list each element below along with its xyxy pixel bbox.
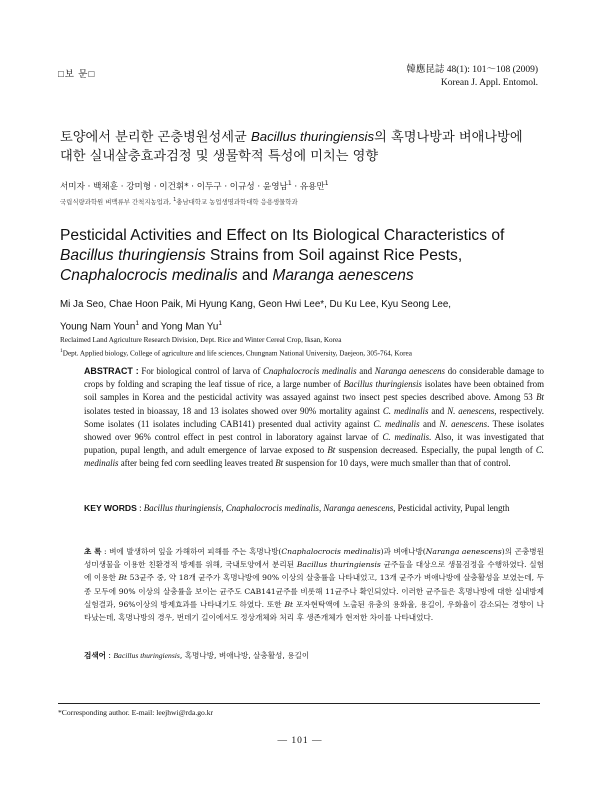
title-text: 의 혹명나방과 벼애나방에: [374, 130, 523, 145]
abstract-text: : 벼에 발생하여 잎을 가해하여 피해를 주는 혹명나방(: [101, 547, 282, 556]
species-name: C. medinalis: [382, 432, 430, 443]
species-name: Bacillus thuringiensis: [60, 247, 206, 264]
corresponding-author-note: *Corresponding author. E-mail: leejhwi@rda.go.kr: [58, 708, 214, 717]
abstract-text: and: [419, 418, 440, 429]
affil-mark: 1: [173, 197, 177, 203]
english-title-line3: [60, 266, 550, 286]
title-text: Strains from Soil against Rice Pests,: [205, 247, 463, 264]
species-name: Naranga aenescens: [425, 547, 502, 556]
english-authors: [60, 295, 540, 336]
footnote-divider: [58, 703, 540, 704]
authors-line2: [60, 314, 540, 336]
abstract-text: . Also, it was investigated that pupation, pupal length, and adult emergence of larvae exposed to: [84, 432, 545, 456]
journal-name-english: Korean J. Appl. Entomol.: [440, 78, 538, 88]
korean-authors: [60, 180, 329, 192]
journal-citation: [406, 64, 538, 90]
abstract-text: . These isolates showed over 96% control effect in pest control in laboratory against larvae of: [84, 418, 544, 443]
species-name: Bt: [284, 599, 294, 609]
species-name: C. medinalis: [84, 445, 544, 469]
species-name: Bt: [327, 445, 336, 456]
korean-title-line2: 대한 실내살충효과검정 및 생물학적 특성에 미치는 영향: [60, 149, 379, 164]
keyword-sep: ,: [221, 503, 226, 513]
abstract-text: isolates tested in bioassay, 18 and 13 isolates showed over 90% mortality against: [84, 405, 383, 416]
korean-abstract-label: 초 록: [84, 547, 102, 556]
authors-text: Young Nam Youn: [60, 321, 136, 333]
keywords-label: KEY WORDS: [84, 503, 137, 513]
affil-text: Dept. Applied biology, College of agriculture and life sciences, Chungnam National University, Daejeon, 305-764, Korea: [62, 348, 412, 357]
english-title: [60, 226, 550, 286]
abstract-text: 포자현탁액에 노출된 유충의 용화율, 용길이, 우화율이 감소되는 경향이 나타났는데, 혹명나방의 경우, 번데기 길이에서도 정상개체와 처리 후 생존개체가 현저한 차이를 나타내었다.: [84, 599, 544, 623]
affil-text: 충남대학교 농업생명과학대학 응용생물학과: [176, 198, 298, 207]
affil-mark: 1: [60, 347, 63, 354]
authors-line1: Mi Ja Seo, Chae Hoon Paik, Mi Hyung Kang, Geon Hwi Lee*, Du Ku Lee, Kyu Seong Lee,: [60, 299, 452, 310]
abstract-text: suspension for 10 days, were much smaller than that of control.: [283, 458, 511, 469]
species-name: Bacillus thuringiensis: [250, 129, 375, 144]
keyword-sep: ,: [318, 503, 324, 513]
species-name: Cnaphalocrocis medinalis: [281, 547, 381, 556]
abstract-text: after being fed corn seedling leaves treated: [118, 458, 276, 469]
species-name: N. aenescens: [439, 418, 488, 429]
english-title-line1: Pesticidal Activities and Effect on Its Biological Characteristics of: [60, 227, 505, 244]
species-name: C. medinalis: [382, 405, 429, 416]
species-name: Cnaphalocrocis medinalis: [263, 366, 357, 376]
species-name: Bacillus thuringiensis: [343, 379, 422, 390]
korean-affiliation: [60, 197, 298, 206]
korean-abstract: [84, 545, 544, 624]
species-name: Bt: [118, 573, 128, 583]
abstract-text: For biological control of larva of: [138, 366, 263, 376]
keyword: , 혹명나방, 벼애나방, 살충활성, 용길이: [179, 651, 310, 660]
abstract: [84, 365, 544, 471]
keyword: Bacillus thuringiensis: [143, 503, 222, 513]
authors-text: 서미자 · 백채훈 · 강미형 · 이건휘* · 이두구 · 이규성 · 윤영남: [60, 182, 288, 192]
species-name: Bt: [275, 458, 284, 469]
species-name: Bacillus thuringiensis: [296, 560, 381, 570]
abstract-text: and: [428, 405, 448, 416]
english-affiliation: [60, 335, 550, 358]
abstract-text: suspension decreased. Especially, the pupal length of: [335, 445, 536, 456]
keyword: , Pesticidal activity, Pupal length: [393, 503, 510, 513]
article-type-label: □보 문□: [58, 70, 96, 80]
keywords-separator: :: [106, 651, 114, 660]
abstract-text: isolates have been obtained from soil samples in Korea and the pesticidal activity was assayed against two insect pest species described above. Among 53: [84, 379, 545, 403]
affil-mark: 1: [287, 180, 292, 188]
korean-keywords-label: 검색어: [84, 651, 107, 660]
page-number: — 101 —: [277, 736, 323, 746]
journal-citation-korean: 韓應昆誌 48(1): 101～108 (2009): [406, 65, 538, 75]
abstract-text: )과 벼애나방(: [380, 547, 426, 556]
affil-mark: 1: [135, 320, 139, 327]
abstract-text: 53균주 중, 약 18개 균주가 혹명나방에 90% 이상의 살충률을 나타내었고, 13개 균주가 벼애나방에 살충활성을 보였는데, 두 종 모두에 90% 이상의 살충률을 보이는 균주도 CAB141균주를 비롯해 11균주나 확인되었다. 이러한 균주들은 혹명나방에 대한 실내방제실험결과, 96%이상의 방제효과를 나타내기도 하였다. 또한: [84, 573, 544, 609]
title-text: 토양에서 분리한 곤충병원성세균: [60, 130, 251, 145]
abstract-text: do considerable damage to crops by folding and scraping the leaf tissue of rice, a large number of: [84, 366, 544, 390]
abstract-text: 균주들을 대상으로 생물검정을 수행하였다. 실험에 이용한: [84, 560, 544, 583]
korean-keywords: [84, 650, 544, 661]
species-name: Maranga aenescens: [272, 267, 414, 284]
abstract-text: )의 곤충병원성미생물을 이용한 친환경적 방제를 위해, 국내토양에서 분리된: [84, 547, 544, 570]
keywords: [84, 502, 544, 515]
keywords-separator: :: [136, 503, 144, 513]
species-name: Naranga aenescens: [374, 366, 446, 376]
affil-mark: 1: [324, 180, 329, 188]
authors-text: and Yong Man Yu: [139, 321, 219, 333]
keyword: Bacillus thuringiensis: [113, 651, 180, 660]
keyword: Cnaphalocrocis medinalis: [225, 503, 319, 513]
species-name: N. aenescens: [447, 405, 495, 416]
english-title-line2: [60, 246, 550, 266]
abstract-text: and: [356, 366, 375, 376]
keyword: Naranga aenescens: [323, 503, 394, 513]
abstract-label: ABSTRACT :: [84, 366, 139, 376]
affil-text: 국립식량과학원 벼맥류부 간척지농업과,: [60, 198, 174, 207]
korean-title-line1: [60, 127, 550, 147]
title-text: and: [237, 267, 273, 284]
species-name: Cnaphalocrocis medinalis: [60, 267, 238, 284]
species-name: C. medinalis: [373, 418, 420, 429]
species-name: Bt: [536, 392, 544, 403]
authors-text: · 유용만: [291, 182, 325, 192]
affil-line1: Reclaimed Land Agriculture Research Division, Dept. Rice and Winter Cereal Crop, Iksan, Korea: [60, 336, 342, 344]
keywords-list: [144, 502, 512, 515]
affil-mark: 1: [218, 320, 222, 327]
abstract-text: , respectively. Some isolates (11 isolates including CAB141) presented dual activity against: [84, 405, 544, 429]
affil-line2: [60, 346, 550, 359]
korean-title: [60, 127, 550, 166]
